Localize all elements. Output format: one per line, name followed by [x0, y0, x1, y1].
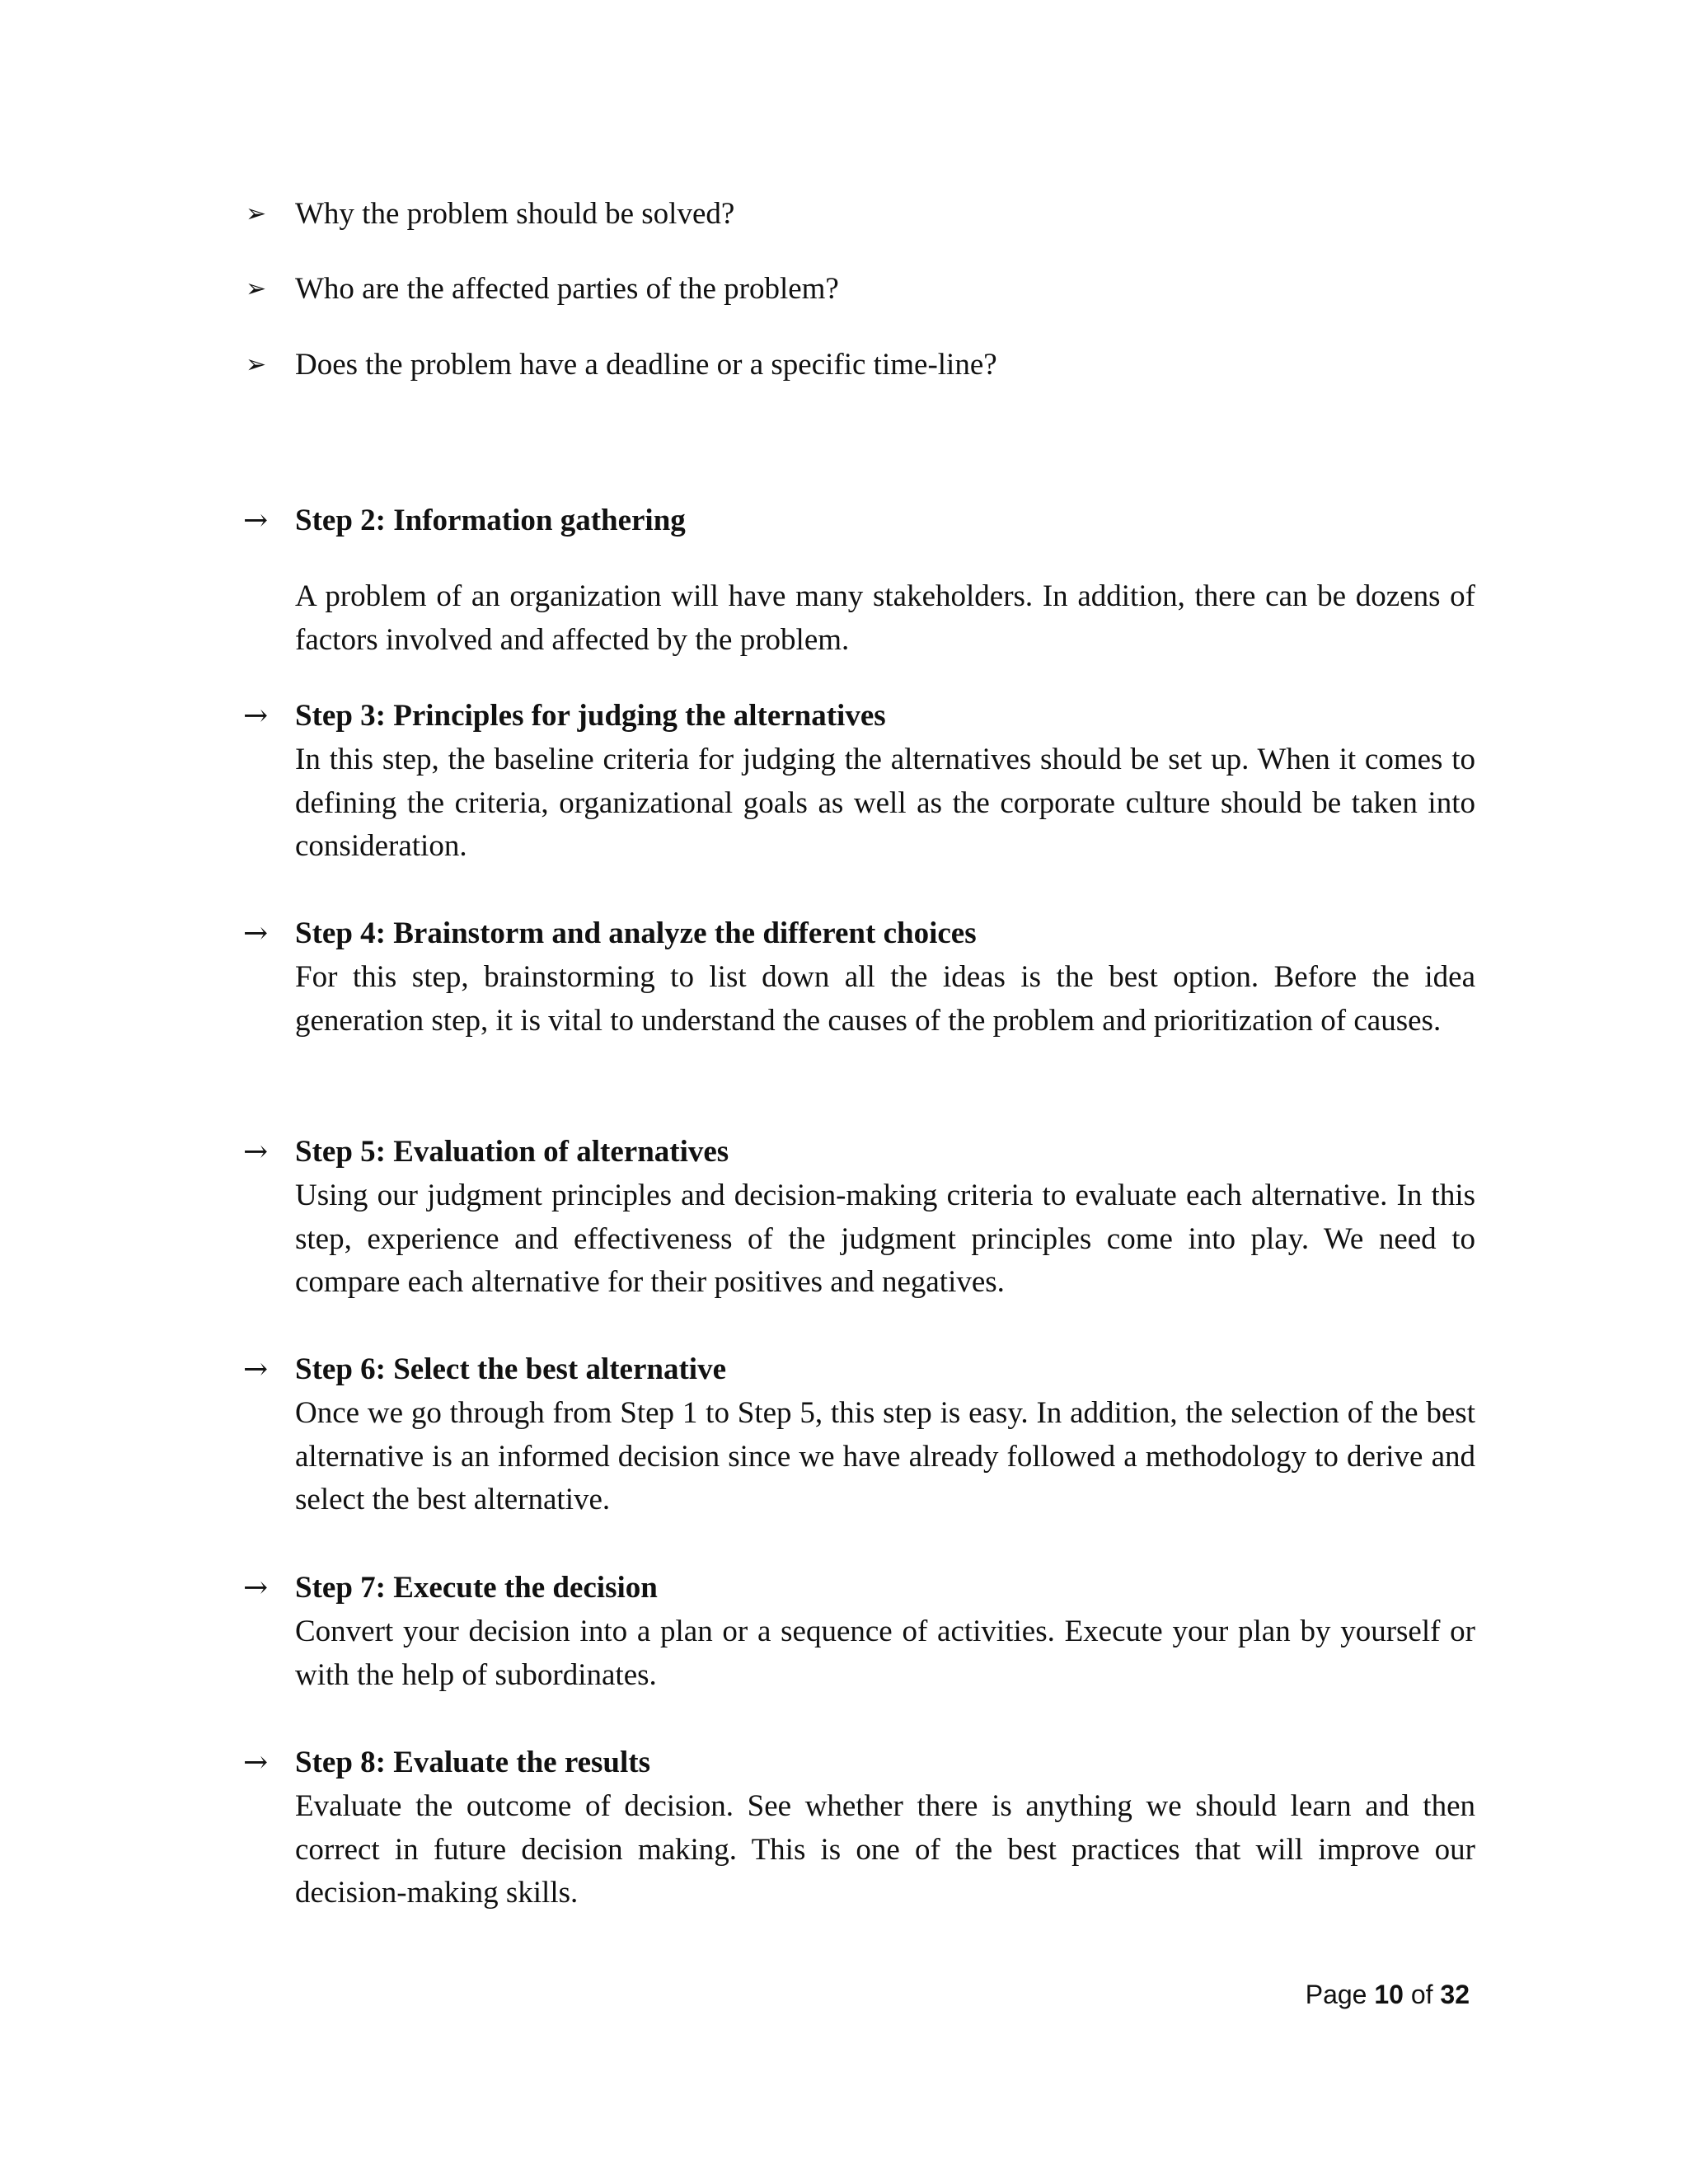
step-heading: Step 3: Principles for judging the alternatives [295, 699, 886, 733]
bullet-text: Does the problem have a deadline or a specific time-line? [295, 348, 997, 382]
step-heading: Step 5: Evaluation of alternatives [295, 1135, 729, 1169]
step-body: In this step, the baseline criteria for judging the alternatives should be set up. When it comes to defining the criteria, organizational goals as well as the corporate culture should be taken into consideration. [295, 743, 1475, 863]
right-arrow-icon: → [243, 699, 269, 733]
bullet-text: Why the problem should be solved? [295, 197, 735, 231]
current-page: 10 [1374, 1980, 1404, 2009]
step-heading: Step 2: Information gathering [295, 504, 686, 537]
page-of: of [1410, 1980, 1433, 2009]
step-body: Once we go through from Step 1 to Step 5, this step is easy. In addition, the selection of the best alternative is an informed decision since we have already followed a methodology to derive and select the best alternative. [295, 1396, 1475, 1516]
step-heading: Step 7: Execute the decision [295, 1571, 658, 1605]
step-body: A problem of an organization will have many stakeholders. In addition, there can be dozens of factors involved and affected by the problem. [295, 579, 1475, 657]
step-body: Evaluate the outcome of decision. See whether there is anything we should learn and then correct in future decision making. This is one of the best practices that will improve our decision-making skills. [295, 1789, 1475, 1910]
step-body: For this step, brainstorming to list down all the ideas is the best option. Before the idea generation step, it is vital to understand the causes of the problem and prioritization of causes. [295, 960, 1475, 1038]
bullet-text: Who are the affected parties of the problem? [295, 272, 839, 306]
arrowhead-bullet-icon: ➢ [246, 199, 267, 228]
right-arrow-icon: → [243, 916, 269, 950]
page-prefix: Page [1305, 1980, 1367, 2009]
step-heading: Step 8: Evaluate the results [295, 1746, 650, 1779]
page-number [1306, 1978, 1470, 2011]
arrowhead-bullet-icon: ➢ [246, 350, 267, 379]
right-arrow-icon: → [243, 1352, 269, 1386]
right-arrow-icon: → [243, 504, 269, 537]
step-heading: Step 6: Select the best alternative [295, 1352, 727, 1386]
arrowhead-bullet-icon: ➢ [246, 274, 267, 303]
right-arrow-icon: → [243, 1135, 269, 1169]
total-pages: 32 [1440, 1980, 1470, 2009]
right-arrow-icon: → [243, 1571, 269, 1605]
right-arrow-icon: → [243, 1746, 269, 1779]
step-body: Using our judgment principles and decision-making criteria to evaluate each alternative. In this step, experience and effectiveness of the judgment principles come into play. We need to compare each alternative for their positives and negatives. [295, 1179, 1475, 1299]
step-heading: Step 4: Brainstorm and analyze the different choices [295, 916, 977, 950]
step-body: Convert your decision into a plan or a sequence of activities. Execute your plan by yourself or with the help of subordinates. [295, 1615, 1475, 1692]
